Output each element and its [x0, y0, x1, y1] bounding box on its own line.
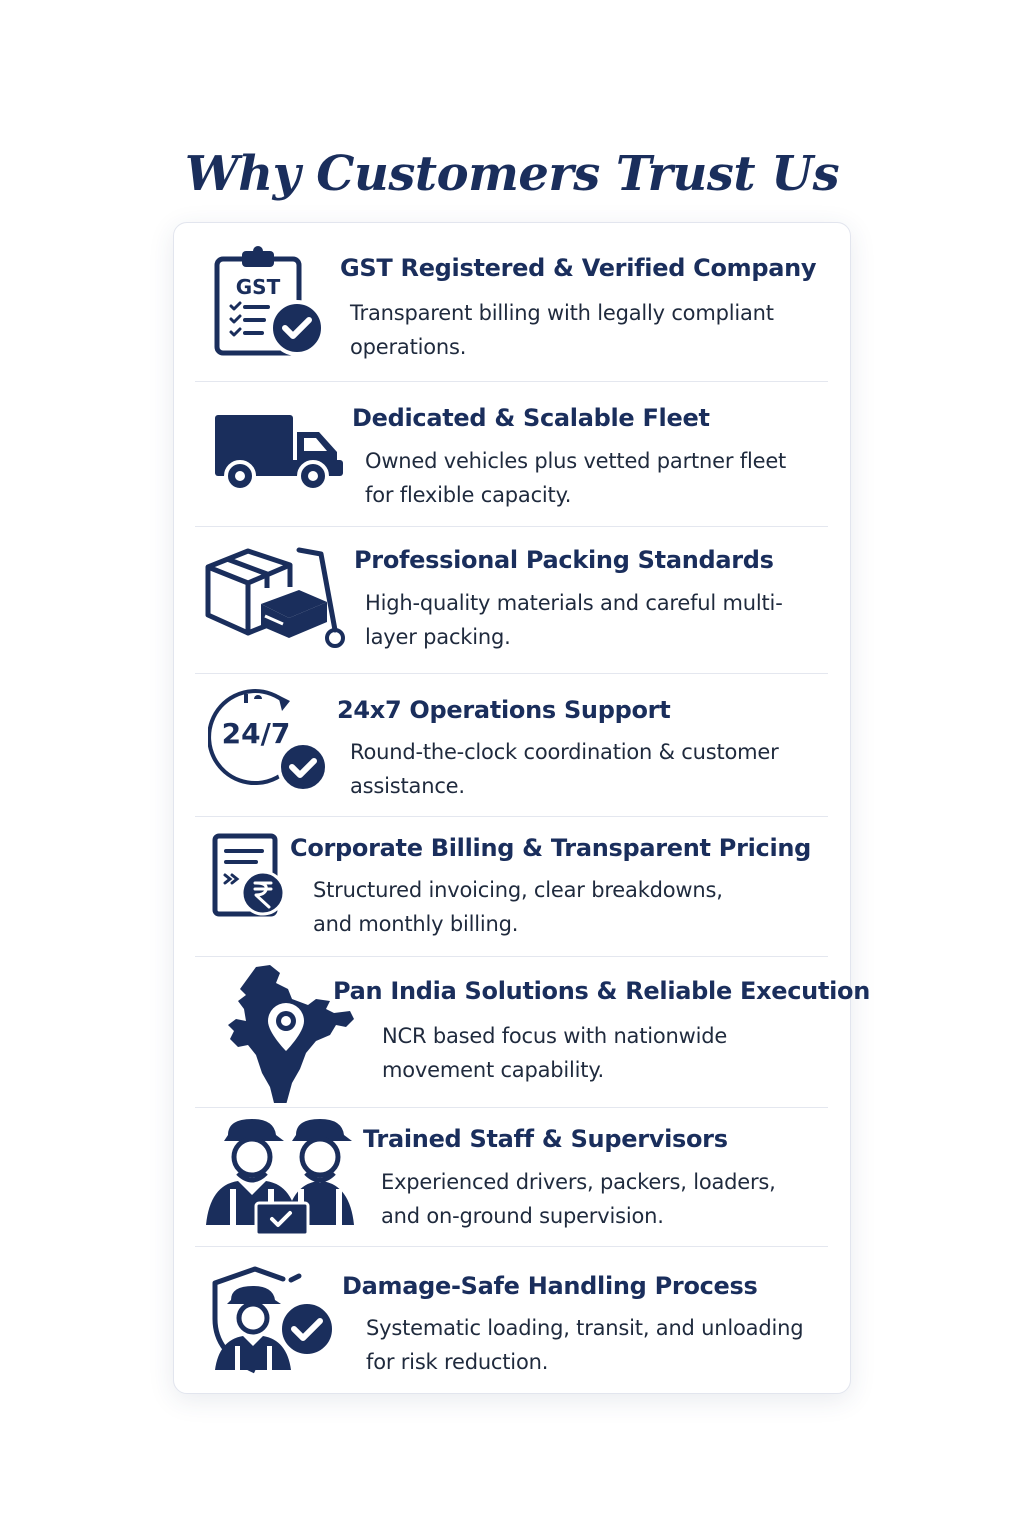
item-description: Experienced drivers, packers, loaders, and on-ground supervision.	[381, 1170, 776, 1228]
shield-worker-check-icon	[207, 1266, 342, 1374]
divider	[195, 526, 828, 527]
item-title: Dedicated & Scalable Fleet	[352, 404, 710, 432]
gst-clipboard-check-icon	[212, 244, 327, 359]
item-description: High-quality materials and careful multi-layer packing.	[365, 591, 783, 649]
divider	[195, 381, 828, 382]
item-description: Round-the-clock coordination & customer assistance.	[350, 740, 779, 798]
divider	[195, 673, 828, 674]
item-description: Owned vehicles plus vetted partner fleet for flexible capacity.	[365, 449, 787, 507]
truck-icon	[212, 412, 347, 494]
rupee-invoice-icon	[210, 833, 290, 918]
item-title: Corporate Billing & Transparent Pricing	[290, 834, 812, 862]
item-title: Damage-Safe Handling Process	[342, 1272, 758, 1300]
divider	[195, 1107, 828, 1108]
item-description: Transparent billing with legally compliant operations.	[350, 301, 774, 359]
item-title: Pan India Solutions & Reliable Execution	[333, 977, 871, 1005]
boxes-trolley-icon	[203, 542, 348, 650]
item-description: NCR based focus with nationwide movement capability.	[382, 1024, 728, 1082]
item-title: Professional Packing Standards	[354, 546, 774, 574]
divider	[195, 816, 828, 817]
item-title: 24x7 Operations Support	[337, 696, 671, 724]
item-description: Structured invoicing, clear breakdowns, and monthly billing.	[313, 878, 723, 936]
clock-icon-text: 24/7	[221, 717, 291, 750]
divider	[195, 956, 828, 957]
divider	[195, 1246, 828, 1247]
item-title: GST Registered & Verified Company	[340, 254, 817, 282]
item-description: Systematic loading, transit, and unloading for risk reduction.	[366, 1316, 804, 1374]
page-title: Why Customers Trust Us	[184, 146, 840, 202]
gst-icon-text: GST	[235, 275, 281, 299]
staff-workers-icon	[200, 1117, 375, 1237]
clock-24-7-check-icon	[208, 685, 333, 797]
item-title: Trained Staff & Supervisors	[363, 1125, 728, 1153]
